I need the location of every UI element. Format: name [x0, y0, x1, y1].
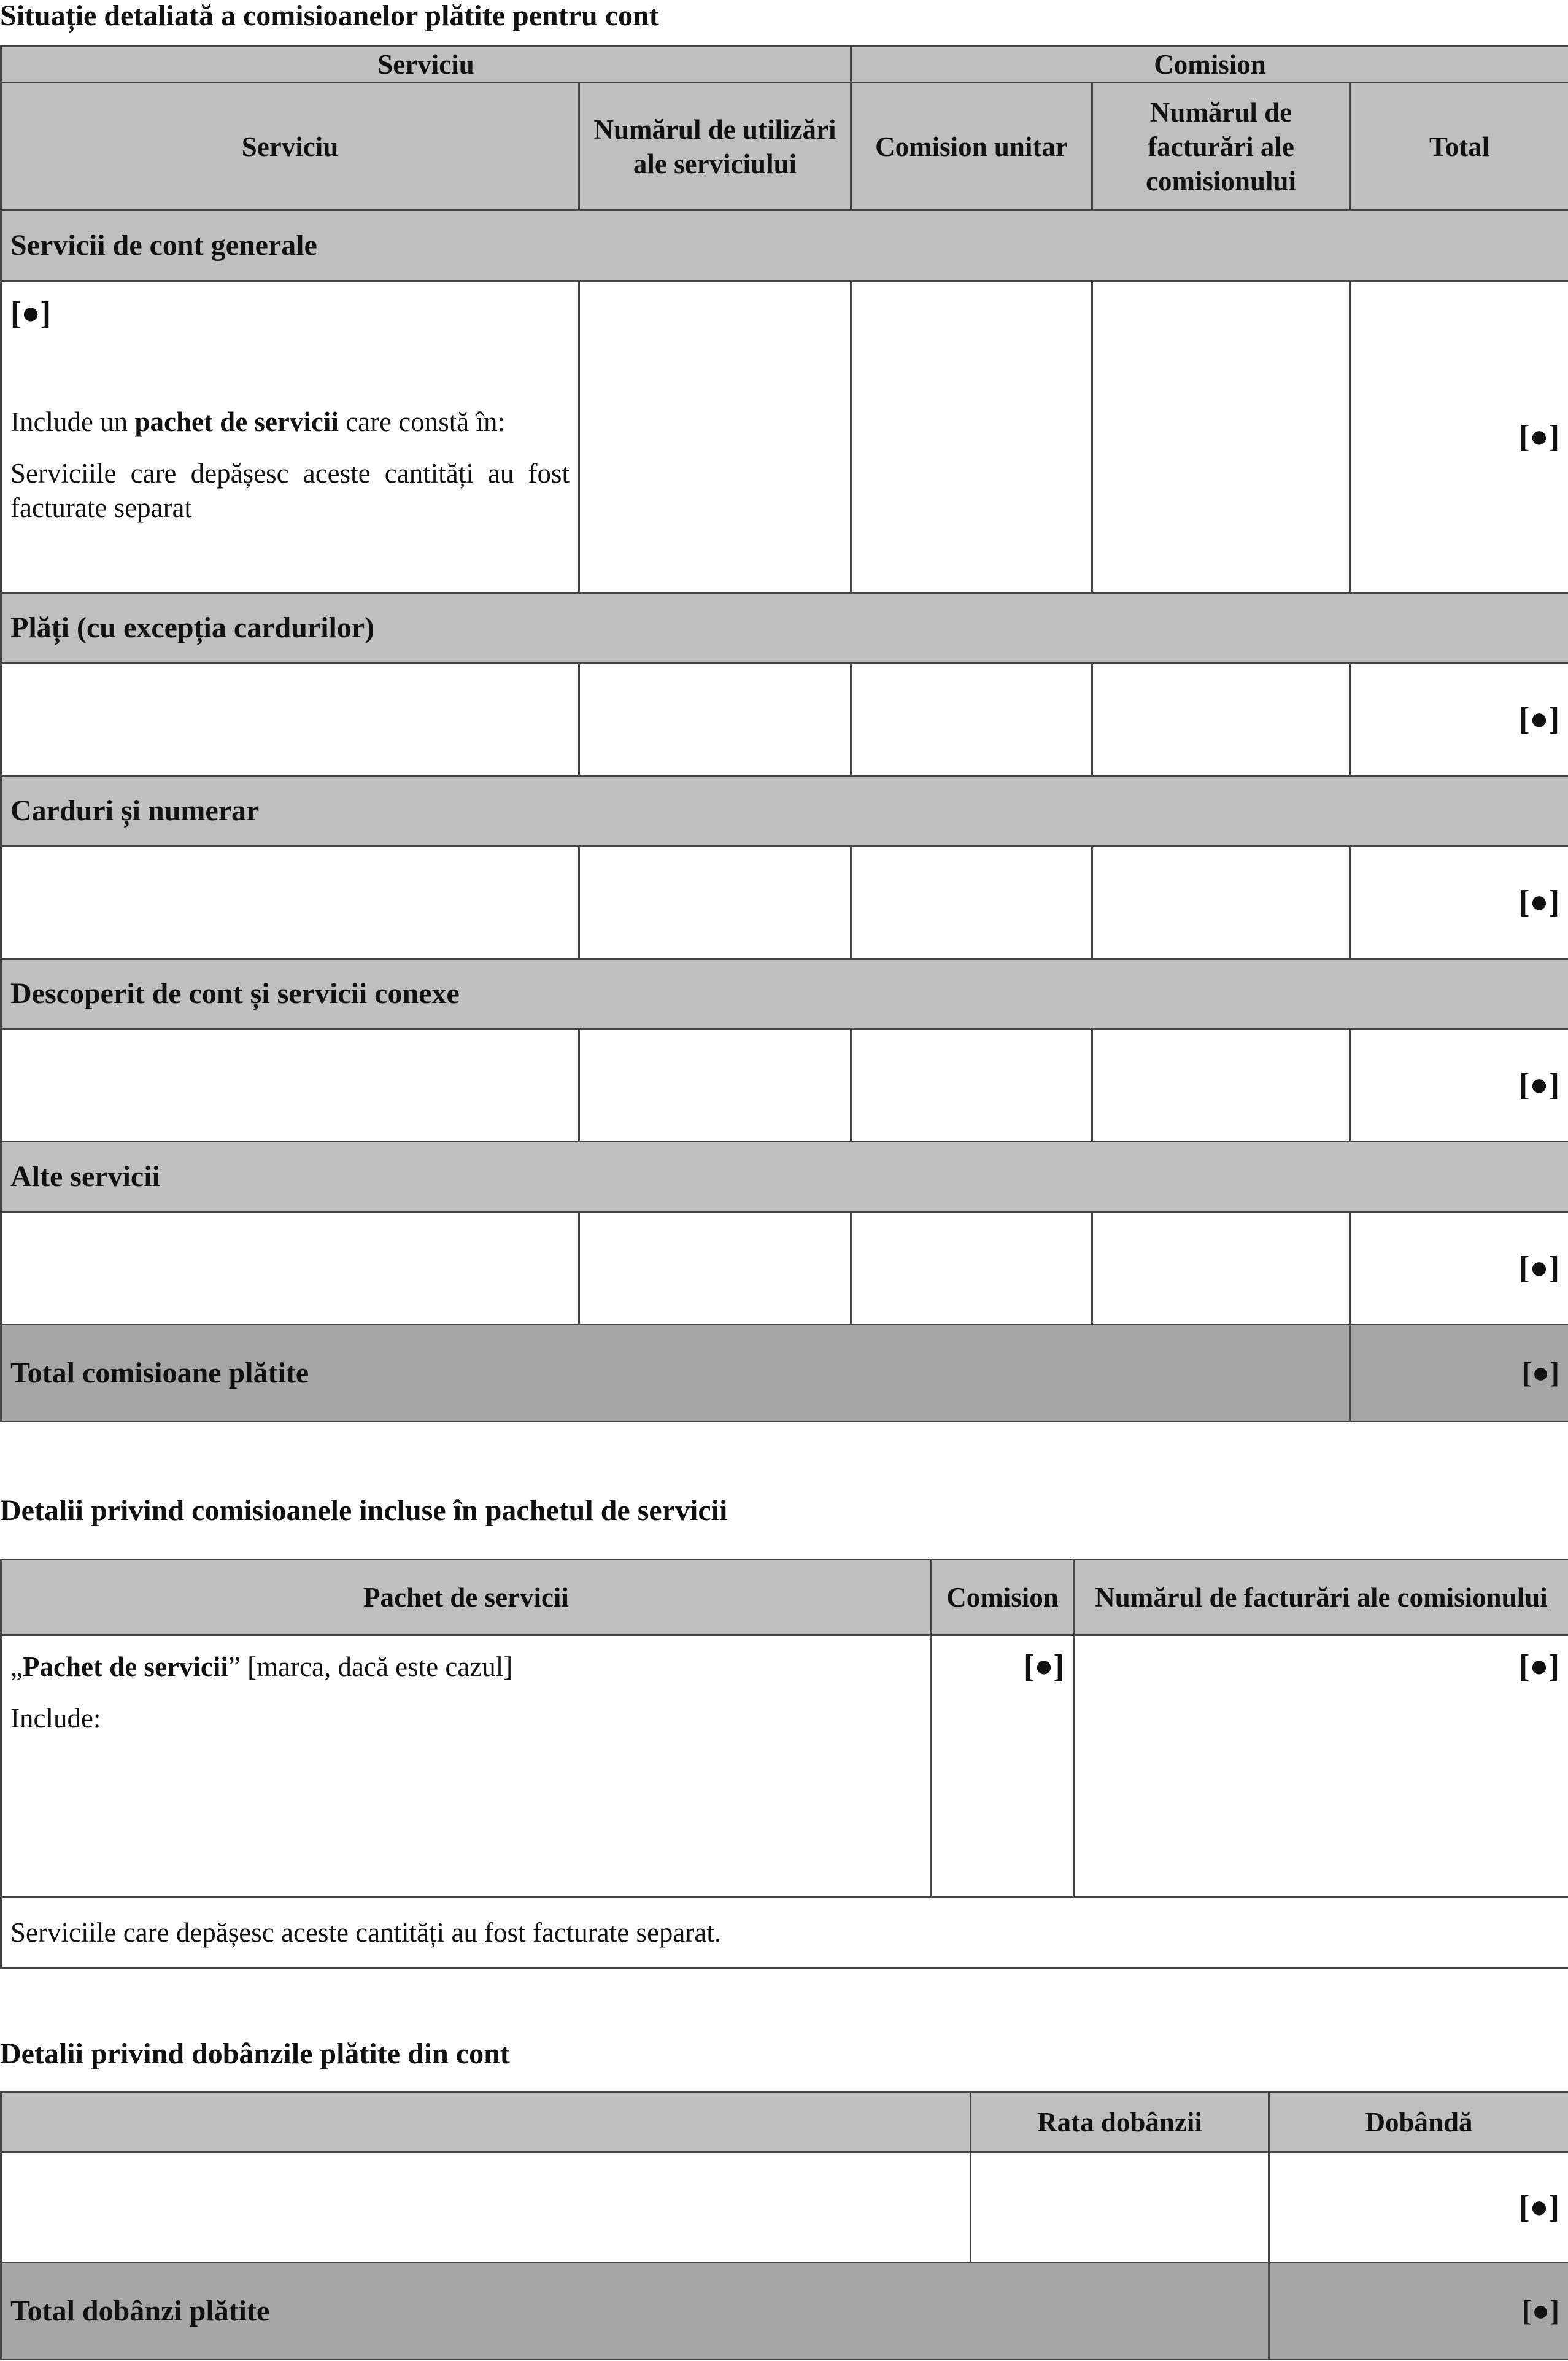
row-total: [●] — [1350, 664, 1568, 776]
usage-count-cell — [579, 664, 851, 776]
service-cell — [1, 847, 579, 959]
row-total: [●] — [1350, 281, 1568, 593]
category-label: Servicii de cont generale — [1, 211, 1568, 281]
exceed-note: Serviciile care depășesc aceste cantități au fost facturate separat — [10, 458, 570, 523]
category-row — [1, 776, 1568, 847]
billing-count-cell — [1092, 1029, 1350, 1142]
category-row — [1, 593, 1568, 664]
row-total: [●] — [1350, 1212, 1568, 1325]
col-header-facturari: Numărul de facturări ale comisionului — [1074, 1560, 1568, 1635]
col-header-dobanda: Dobândă — [1269, 2092, 1568, 2152]
grand-total-row — [1, 1325, 1568, 1422]
group-header-comision: Comision — [851, 46, 1568, 83]
interest-value: [●] — [1269, 2152, 1568, 2263]
col-header-total: Total — [1350, 83, 1568, 211]
service-cell — [1, 1212, 579, 1325]
package-name: „Pachet de servicii” [marca, dacă este cazul] — [10, 1651, 513, 1682]
category-row — [1, 959, 1568, 1029]
interest-header-row — [1, 2092, 1568, 2152]
package-billings: [●] — [1074, 1635, 1568, 1898]
usage-count-cell — [579, 1212, 851, 1325]
billing-count-cell — [1092, 664, 1350, 776]
package-header-row — [1, 1560, 1568, 1635]
fee-item-row — [1, 281, 1568, 593]
service-cell — [1, 1029, 579, 1142]
unit-fee-cell — [851, 847, 1092, 959]
general-service-cell — [1, 281, 579, 593]
row-total: [●] — [1350, 1029, 1568, 1142]
category-row — [1, 1142, 1568, 1212]
service-placeholder: [●] — [10, 296, 52, 331]
col-header-comision-unitar: Comision unitar — [851, 83, 1092, 211]
unit-fee-cell — [851, 281, 1092, 593]
fees-group-header-row — [1, 46, 1568, 83]
category-label: Descoperit de cont și servicii conexe — [1, 959, 1568, 1029]
usage-count-cell — [579, 281, 851, 593]
grand-total-label: Total comisioane plătite — [1, 1325, 1350, 1422]
usage-count-cell — [579, 847, 851, 959]
package-table — [0, 1559, 1568, 1969]
service-cell — [1, 664, 579, 776]
col-header-serviciu: Serviciu — [1, 83, 579, 211]
row-total: [●] — [1350, 847, 1568, 959]
unit-fee-cell — [851, 1212, 1092, 1325]
fees-section-title: Situație detaliată a comisioanelor plătite pentru cont — [0, 0, 659, 32]
usage-count-cell — [579, 1029, 851, 1142]
package-name-bold: Pachet de servicii — [22, 1651, 228, 1682]
package-section-title: Detalii privind comisioanele incluse în pachetul de servicii — [0, 1494, 728, 1527]
interest-rate-cell — [971, 2152, 1269, 2263]
col-header-comision: Comision — [932, 1560, 1074, 1635]
billing-count-cell — [1092, 1212, 1350, 1325]
billing-count-cell — [1092, 847, 1350, 959]
col-header-pachet: Pachet de servicii — [1, 1560, 932, 1635]
category-row — [1, 211, 1568, 281]
fee-item-row — [1, 1212, 1568, 1325]
interest-total-label: Total dobânzi plătite — [1, 2263, 1269, 2360]
interest-total-value: [●] — [1269, 2263, 1568, 2360]
interest-row — [1, 2152, 1568, 2263]
package-footnote-row — [1, 1898, 1568, 1968]
col-header-blank — [1, 2092, 971, 2152]
grand-total-value: [●] — [1350, 1325, 1568, 1422]
interest-description-cell — [1, 2152, 971, 2263]
fees-table — [0, 45, 1568, 1422]
package-includes-label: Include: — [10, 1703, 101, 1734]
interest-total-row — [1, 2263, 1568, 2360]
interest-table — [0, 2091, 1568, 2360]
package-name-bold: pachet de servicii — [134, 406, 339, 437]
category-label: Alte servicii — [1, 1142, 1568, 1212]
col-header-rata: Rata dobânzii — [971, 2092, 1269, 2152]
fee-item-row — [1, 664, 1568, 776]
interest-section-title: Detalii privind dobânzile plătite din cont — [0, 2037, 510, 2070]
package-include-text: Include un pachet de servicii care constă în: — [10, 406, 505, 437]
unit-fee-cell — [851, 664, 1092, 776]
package-name-cell — [1, 1635, 932, 1898]
group-header-serviciu: Serviciu — [1, 46, 851, 83]
category-label: Plăți (cu excepția cardurilor) — [1, 593, 1568, 664]
category-label: Carduri și numerar — [1, 776, 1568, 847]
fee-item-row — [1, 1029, 1568, 1142]
unit-fee-cell — [851, 1029, 1092, 1142]
package-fee: [●] — [932, 1635, 1074, 1898]
fees-column-header-row — [1, 83, 1568, 211]
col-header-facturari: Numărul de facturări ale comisionului — [1092, 83, 1350, 211]
fee-item-row — [1, 847, 1568, 959]
col-header-utilizari: Numărul de utilizări ale serviciului — [579, 83, 851, 211]
package-row — [1, 1635, 1568, 1898]
billing-count-cell — [1092, 281, 1350, 593]
package-footnote: Serviciile care depășesc aceste cantități au fost facturate separat. — [1, 1898, 1568, 1968]
